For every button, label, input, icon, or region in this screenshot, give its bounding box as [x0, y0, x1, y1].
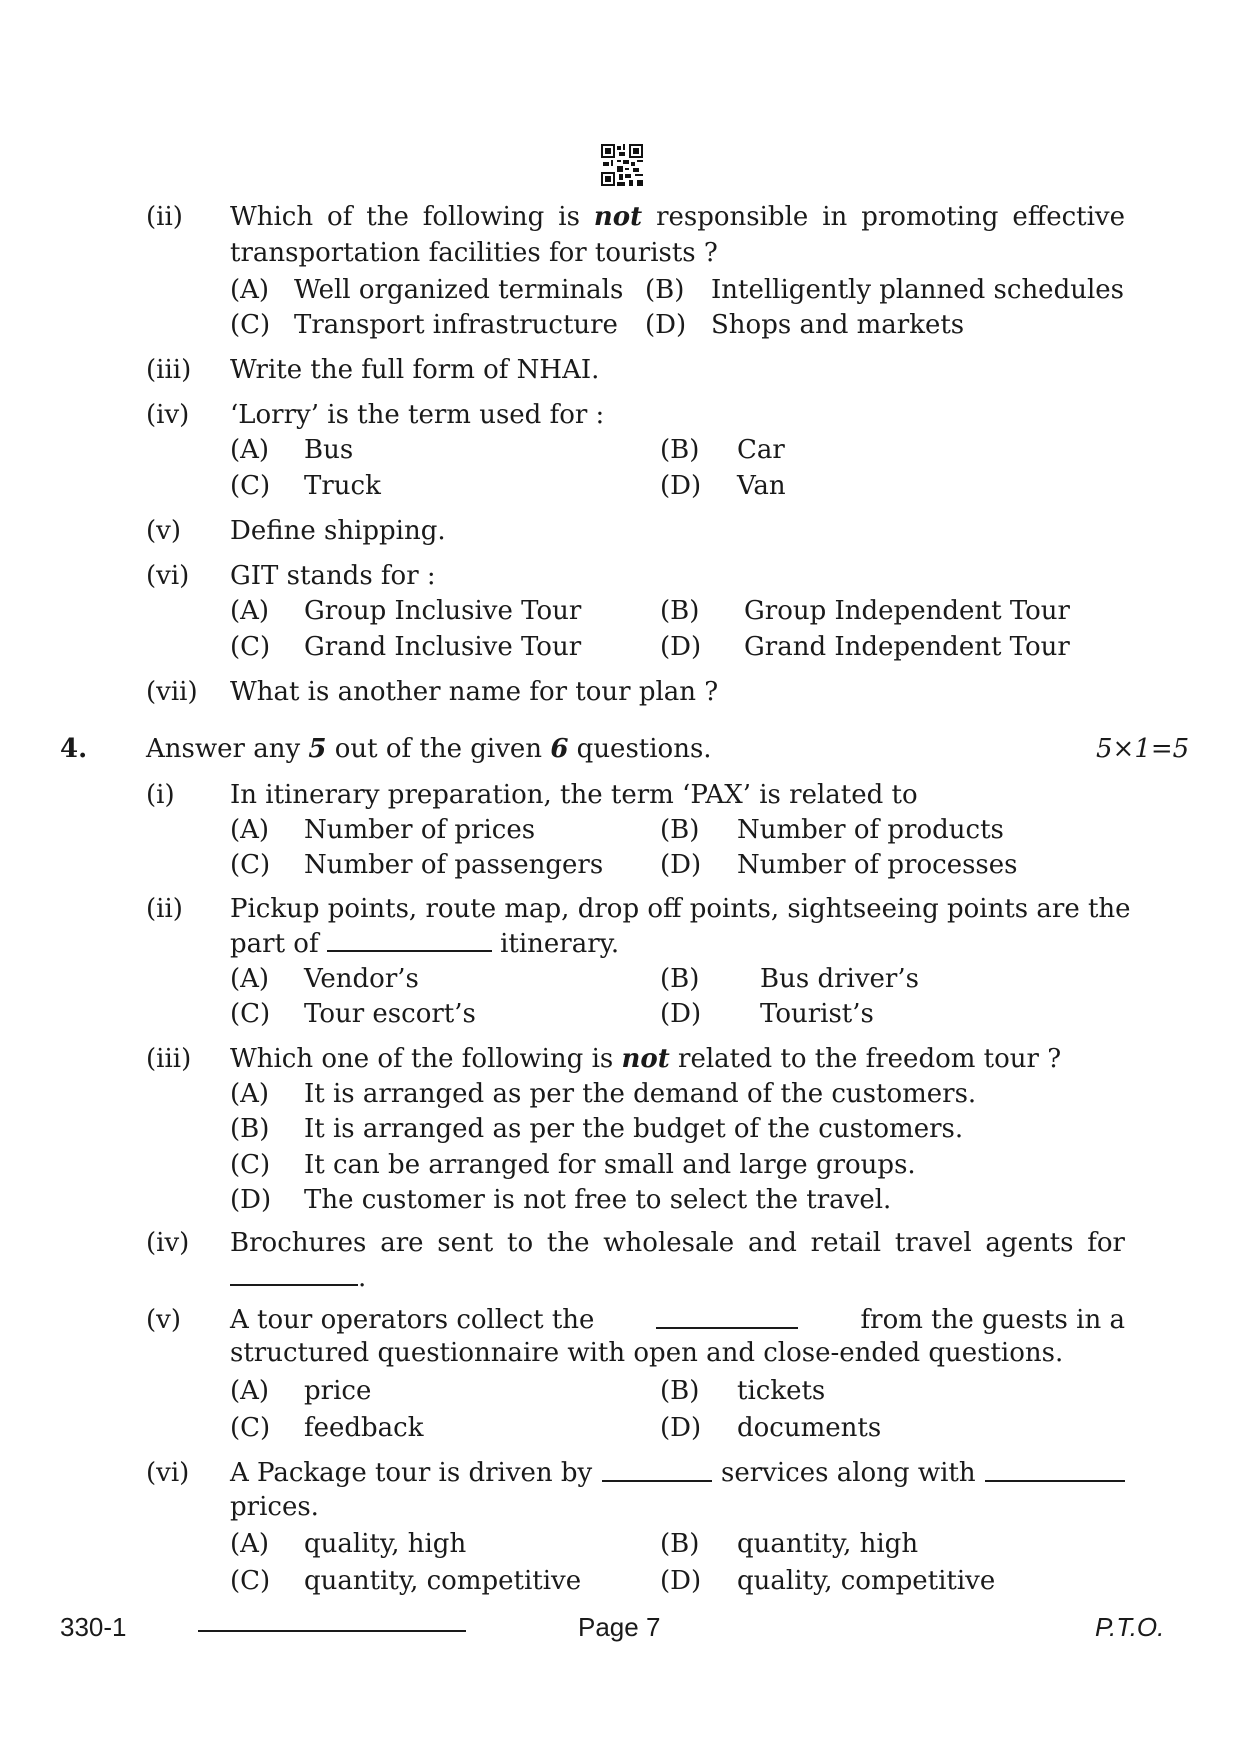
q3-vi-number: (vi) [146, 561, 190, 591]
q3-vi-option-a-text: Group Inclusive Tour [304, 596, 582, 626]
q4-i-option-d-label: (D) [660, 850, 702, 880]
q4-vi-option-c-text: quantity, competitive [304, 1566, 582, 1596]
q4-iii-option-c-text: It can be arranged for small and large groups. [304, 1150, 916, 1180]
q3-ii-option-c-text: Transport infrastructure [294, 310, 618, 340]
q4-v-question-line1: A tour operators collect the from the guests in a [230, 1305, 1125, 1335]
q4-vi-option-d-label: (D) [660, 1566, 702, 1596]
q3-vi-question: GIT stands for : [230, 561, 436, 591]
q3-ii-option-b-label: (B) [645, 275, 685, 305]
q4-i-option-a-label: (A) [230, 815, 270, 845]
q4-ii-option-d-label: (D) [660, 999, 702, 1029]
q4-iii-option-a-text: It is arranged as per the demand of the customers. [304, 1079, 977, 1109]
q4-v-option-d-label: (D) [660, 1413, 702, 1443]
q4-ii-option-d-text: Tourist’s [760, 999, 874, 1029]
q4-iii-option-d-label: (D) [230, 1185, 272, 1215]
q4-iii-option-b-text: It is arranged as per the budget of the customers. [304, 1114, 964, 1144]
q4-i-option-b-text: Number of products [737, 815, 1004, 845]
q3-iv-number: (iv) [146, 400, 190, 430]
q3-v-number: (v) [146, 516, 181, 546]
paper-code: 330-1 [60, 1612, 127, 1642]
q4-vi-question-line1: A Package tour is driven by services along with [230, 1456, 1125, 1490]
q4-vi-option-a-label: (A) [230, 1529, 270, 1559]
q4-v-option-b-label: (B) [660, 1376, 700, 1406]
q4-v-option-b-text: tickets [737, 1376, 826, 1406]
q3-vi-option-a-label: (A) [230, 596, 270, 626]
q3-iv-question: ‘Lorry’ is the term used for : [230, 400, 605, 430]
q3-ii-option-a-label: (A) [230, 275, 270, 305]
q3-iv-option-c-label: (C) [230, 471, 271, 501]
q3-iv-option-c-text: Truck [304, 471, 381, 501]
q3-ii-option-d-text: Shops and markets [711, 310, 965, 340]
q3-ii-option-c-label: (C) [230, 310, 271, 340]
q3-vi-option-c-text: Grand Inclusive Tour [304, 632, 582, 662]
q4-i-number: (i) [146, 780, 175, 810]
q4-iii-question: Which one of the following is not related to the freedom tour ? [230, 1044, 1062, 1074]
footer-rule [198, 1630, 466, 1632]
q4-v-question-line2: structured questionnaire with open and close-ended questions. [230, 1338, 1064, 1368]
q3-ii-question-line1: Which of the following is not responsible in promoting effective [230, 202, 1126, 232]
q4-v-option-a-text: price [304, 1376, 372, 1406]
q4-v-option-d-text: documents [737, 1413, 882, 1443]
q4-ii-question-line1: Pickup points, route map, drop off points, sightseeing points are the [230, 894, 1131, 924]
q4-vi-number: (vi) [146, 1458, 190, 1488]
q4-v-option-c-label: (C) [230, 1413, 271, 1443]
q4-i-option-b-label: (B) [660, 815, 700, 845]
q3-ii-question-line2: transportation facilities for tourists ? [230, 238, 718, 268]
q4-ii-option-c-label: (C) [230, 999, 271, 1029]
fill-blank [602, 1456, 712, 1482]
q3-iv-option-d-text: Van [737, 471, 786, 501]
q3-vi-option-c-label: (C) [230, 632, 271, 662]
q3-vi-option-b-label: (B) [660, 596, 700, 626]
q3-iii-question: Write the full form of NHAI. [230, 355, 600, 385]
q3-iii-number: (iii) [146, 355, 192, 385]
q4-i-option-c-label: (C) [230, 850, 271, 880]
q4-ii-option-b-label: (B) [660, 964, 700, 994]
q4-vi-option-c-label: (C) [230, 1566, 271, 1596]
q3-ii-number: (ii) [146, 202, 183, 232]
q4-iv-question-line2: . [230, 1260, 366, 1295]
q3-ii-option-b-text: Intelligently planned schedules [711, 275, 1125, 305]
q4-number: 4. [60, 734, 88, 764]
q4-ii-question-line2: part of itinerary. [230, 926, 619, 961]
q3-ii-option-d-label: (D) [645, 310, 687, 340]
q4-iv-number: (iv) [146, 1228, 190, 1258]
q4-iii-option-d-text: The customer is not free to select the travel. [304, 1185, 892, 1215]
q4-v-option-a-label: (A) [230, 1376, 270, 1406]
fill-blank [230, 1260, 358, 1286]
q4-ii-option-b-text: Bus driver’s [760, 964, 919, 994]
q4-ii-option-c-text: Tour escort’s [304, 999, 476, 1029]
q3-v-question: Define shipping. [230, 516, 446, 546]
q4-vi-option-d-text: quality, competitive [737, 1566, 996, 1596]
pto-label: P.T.O. [1095, 1612, 1165, 1642]
q4-instruction: Answer any 5 out of the given 6 questions. [146, 734, 712, 764]
q4-ii-option-a-text: Vendor’s [304, 964, 419, 994]
q4-v-option-c-text: feedback [304, 1413, 424, 1443]
fill-blank [327, 926, 492, 952]
q4-vi-question-line2: prices. [230, 1492, 319, 1522]
fill-blank [985, 1456, 1125, 1482]
page-number: Page 7 [578, 1612, 661, 1642]
q4-i-option-c-text: Number of passengers [304, 850, 604, 880]
q4-vi-option-b-label: (B) [660, 1529, 700, 1559]
qr-code [601, 144, 643, 186]
q4-iii-option-c-label: (C) [230, 1150, 271, 1180]
q4-i-option-a-text: Number of prices [304, 815, 536, 845]
q3-vi-option-b-text: Group Independent Tour [744, 596, 1070, 626]
q4-iii-option-b-label: (B) [230, 1114, 270, 1144]
q4-iii-number: (iii) [146, 1044, 192, 1074]
q4-i-option-d-text: Number of processes [737, 850, 1018, 880]
q4-marks: 5×1=5 [1096, 734, 1190, 764]
q3-iv-option-b-label: (B) [660, 435, 700, 465]
q4-ii-number: (ii) [146, 894, 183, 924]
q3-iv-option-a-text: Bus [304, 435, 354, 465]
q3-ii-option-a-text: Well organized terminals [294, 275, 624, 305]
q4-iv-question-line1: Brochures are sent to the wholesale and retail travel agents for [230, 1228, 1125, 1258]
q3-vii-number: (vii) [146, 677, 198, 707]
q3-iv-option-b-text: Car [737, 435, 785, 465]
q3-vi-option-d-label: (D) [660, 632, 702, 662]
q3-iv-option-d-label: (D) [660, 471, 702, 501]
fill-blank [656, 1303, 798, 1329]
q4-iii-option-a-label: (A) [230, 1079, 270, 1109]
q4-vi-option-b-text: quantity, high [737, 1529, 919, 1559]
q4-vi-option-a-text: quality, high [304, 1529, 467, 1559]
q3-vii-question: What is another name for tour plan ? [230, 677, 719, 707]
q4-i-question: In itinerary preparation, the term ‘PAX’ is related to [230, 780, 918, 810]
q4-v-number: (v) [146, 1305, 181, 1335]
q3-vi-option-d-text: Grand Independent Tour [744, 632, 1070, 662]
q4-ii-option-a-label: (A) [230, 964, 270, 994]
q3-iv-option-a-label: (A) [230, 435, 270, 465]
